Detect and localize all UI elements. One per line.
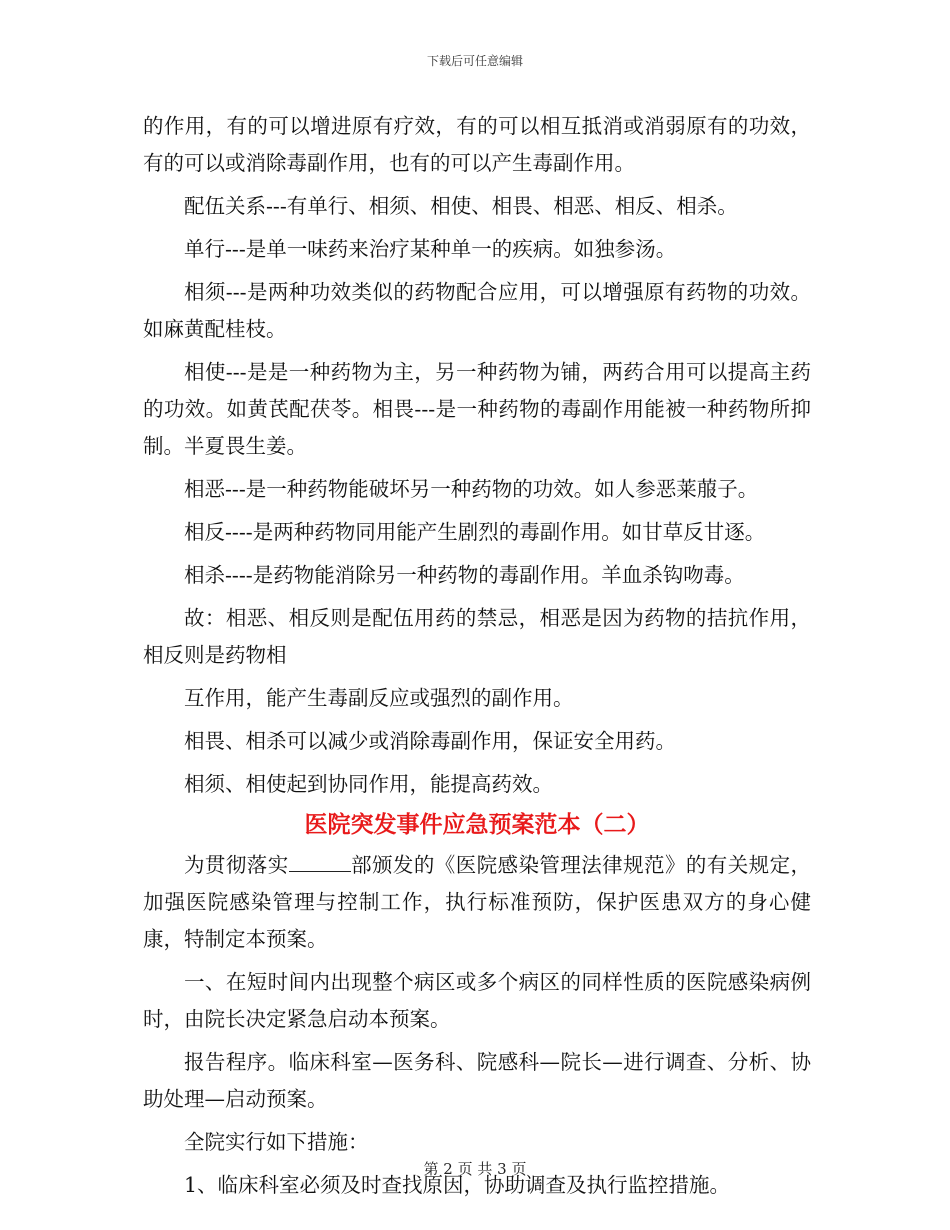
page-footer: 第 2 页 共 3 页: [423, 1160, 527, 1178]
intro-text-start: 为贯彻落实: [184, 853, 289, 877]
section-title: 医院突发事件应急预案范本（二）: [304, 812, 650, 838]
intro-text-rest: 部颁发的《医院感染管理法律规范》的有关规定，加强医院感染管理与控制工作，执行标准预防，保护医患双方的身心健康，特制定本预案。: [143, 853, 812, 951]
paragraph: 故：相恶、相反则是配伍用药的禁忌，相恶是因为药物的拮抗作用，相反则是药物相: [143, 606, 811, 667]
intro-paragraph: [143, 847, 811, 958]
paragraph: 相使---是是一种药物为主，另一种药物为铺，两药合用可以提高主药的功效。如黄芪配茯苓。相畏---是一种药物的毒副作用能被一种药物所抑制。半夏畏生姜。: [143, 360, 811, 458]
paragraph: 单行---是单一味药来治疗某种单一的疾病。如独参汤。: [184, 237, 677, 261]
paragraph: 配伍关系---有单行、相须、相使、相畏、相恶、相反、相杀。: [184, 194, 738, 218]
paragraph: 一、在短时间内出现整个病区或多个病区的同样性质的医院感染病例时，由院长决定紧急启动本预案。: [143, 970, 811, 1031]
paragraph: 相须、相使起到协同作用，能提高药效。: [184, 772, 553, 796]
paragraph: 全院实行如下措施：: [184, 1130, 369, 1154]
paragraph: 报告程序。临床科室—医务科、院感科—院长—进行调查、分析、协助处理—启动预案。: [143, 1050, 811, 1111]
paragraph: 相杀----是药物能消除另一种药物的毒副作用。羊血杀钩吻毒。: [184, 563, 745, 587]
page-header: 下载后可任意编辑: [426, 54, 523, 68]
paragraph: 互作用，能产生毒副反应或强烈的副作用。: [184, 686, 574, 710]
fill-in-blank: [289, 853, 351, 872]
paragraph: 相反----是两种药物同用能产生剧烈的毒副作用。如甘草反甘逐。: [184, 520, 766, 544]
paragraph: 相恶---是一种药物能破坏另一种药物的功效。如人参恶莱菔子。: [184, 477, 759, 501]
paragraph: 的作用，有的可以增进原有疗效，有的可以相互抵消或消弱原有的功效，有的可以或消除毒副作用，也有的可以产生毒副作用。: [143, 114, 811, 175]
paragraph: 1、临床科室必须及时查找原因，协助调查及执行监控措施。: [184, 1173, 731, 1197]
paragraph: 相须---是两种功效类似的药物配合应用，可以增强原有药物的功效。如麻黄配桂枝。: [143, 280, 811, 341]
paragraph: 相畏、相杀可以减少或消除毒副作用，保证安全用药。: [184, 729, 676, 753]
document-body: [143, 108, 811, 1204]
